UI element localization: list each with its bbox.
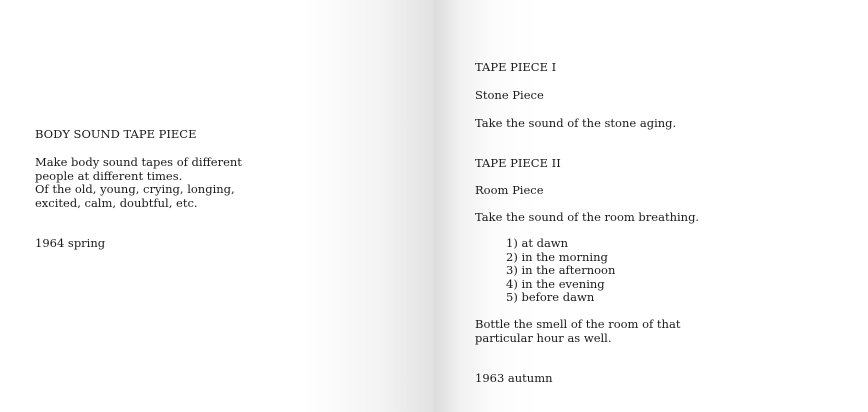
closing-line: particular hour as well.: [475, 330, 612, 345]
list-item: 4) in the evening: [506, 276, 605, 291]
list-item: 3) in the afternoon: [506, 263, 616, 277]
body-line: Of the old, young, crying, longing,: [35, 182, 235, 196]
list-item: 5) before dawn: [506, 290, 595, 304]
tape-piece-1-subtitle: Stone Piece: [475, 88, 544, 102]
body-line: people at different times.: [35, 168, 183, 183]
tape-piece-1-instruction: Take the sound of the stone aging.: [475, 116, 677, 130]
body-line: excited, calm, doubtful, etc.: [35, 195, 198, 210]
list-item: 2) in the morning: [506, 249, 608, 264]
tape-piece-2-closing: [475, 318, 680, 345]
tape-piece-2-title: TAPE PIECE II: [475, 156, 561, 170]
body-sound-date: 1964 spring: [35, 236, 106, 250]
tape-piece-2-instruction: Take the sound of the room breathing.: [475, 210, 700, 224]
closing-line: Bottle the smell of the room of that: [475, 317, 681, 331]
tape-piece-1-title: TAPE PIECE I: [475, 60, 557, 74]
body-line: Make body sound tapes of different: [35, 155, 242, 169]
list-item: 1) at dawn: [506, 236, 569, 250]
tape-piece-2-date: 1963 autumn: [475, 371, 553, 385]
tape-piece-2-subtitle: Room Piece: [475, 183, 544, 197]
body-sound-title: BODY SOUND TAPE PIECE: [35, 127, 197, 141]
body-sound-text: [35, 156, 242, 210]
time-list: [506, 237, 615, 305]
right-page: [434, 0, 868, 412]
